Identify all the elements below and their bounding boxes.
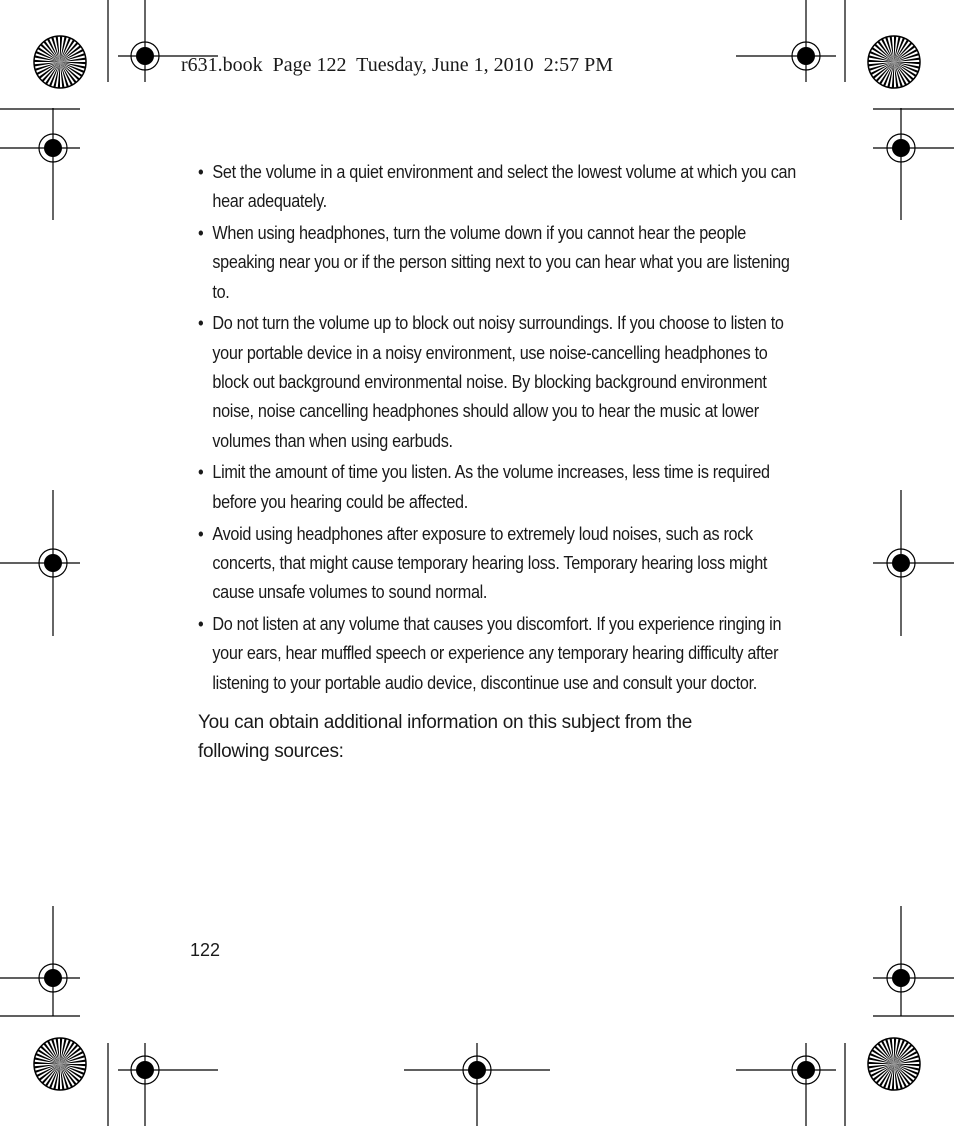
bullet-symbol: • — [198, 462, 204, 483]
bullet-text: Avoid using headphones after exposure to extremely loud noises, such as rock concerts, that might cause temporary hearing loss. Temporary hearing loss might cause unsafe volumes to sound normal. — [212, 523, 768, 603]
starburst-mark-top-left — [34, 36, 86, 88]
list-item — [198, 158, 797, 217]
bullet-text: Limit the amount of time you listen. As the volume increases, less time is required before you hearing could be affected. — [212, 462, 770, 512]
bullet-text: Set the volume in a quiet environment and select the lowest volume at which you can hear adequately. — [212, 162, 796, 212]
bullet-symbol: • — [198, 223, 204, 244]
list-item — [198, 219, 797, 307]
bullet-symbol: • — [198, 523, 204, 544]
bullet-text: Do not turn the volume up to block out noisy surroundings. If you choose to listen to your portable device in a noisy environment, use noise-cancelling headphones to block out background environmental noise. By blocking background environment noise, noise cancelling headphones should allow you to hear the music at lower volumes than when using earbuds. — [212, 313, 784, 451]
page-content — [198, 158, 798, 786]
bullet-text: When using headphones, turn the volume down if you cannot hear the people speaking near you or if the person sitting next to you can hear what you are listening to. — [212, 223, 790, 302]
page-number: 122 — [190, 940, 221, 960]
starburst-mark-bottom-left — [34, 1038, 86, 1090]
starburst-mark-bottom-right — [868, 1038, 920, 1090]
print-header: r631.book Page 122 Tuesday, June 1, 2010 2:57 PM — [181, 54, 614, 76]
starburst-mark-top-right — [868, 36, 920, 88]
bullet-symbol: • — [198, 613, 204, 634]
bullet-symbol: • — [198, 162, 204, 182]
closing-paragraph: You can obtain additional information on this subject from the following sources: — [198, 711, 693, 763]
bullet-symbol: • — [198, 313, 204, 334]
list-item — [198, 458, 797, 517]
list-item — [198, 309, 797, 455]
safety-bullet-list — [198, 158, 798, 698]
bullet-text: Do not listen at any volume that causes you discomfort. If you experience ringing in your ears, hear muffled speech or experience any temporary hearing difficulty after listening to your portable audio device, discontinue use and consult your doctor. — [212, 613, 782, 693]
list-item — [198, 520, 797, 608]
list-item — [198, 610, 797, 698]
